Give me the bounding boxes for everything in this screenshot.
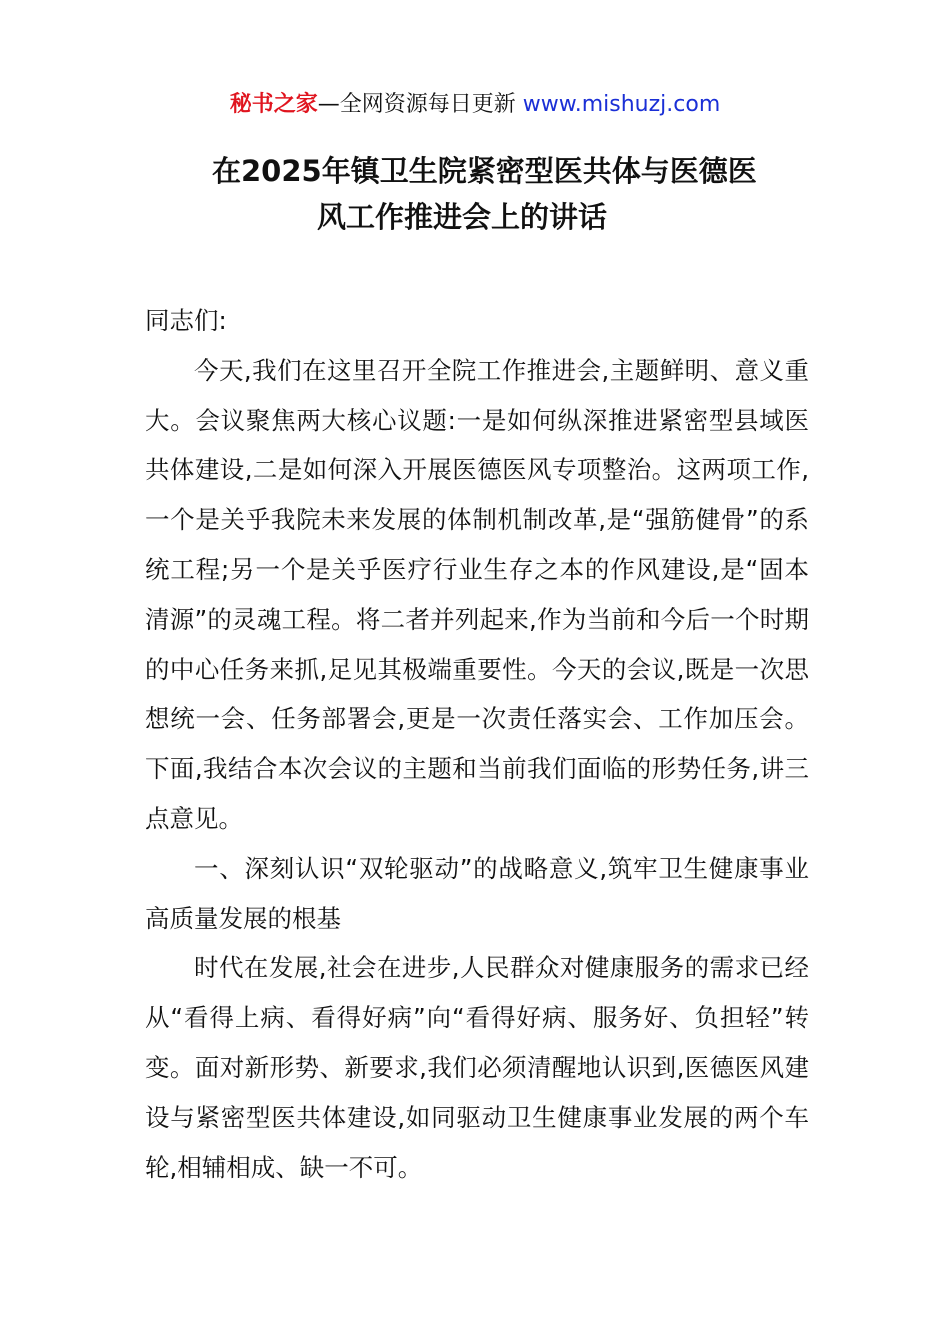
paragraph-section-1: 时代在发展,社会在进步,人民群众对健康服务的需求已经从“看得上病、看得好病”向“看得好病、服务好、负担轻”转变。面对新形势、新要求,我们必须清醒地认识到,医德医风建设与紧密型医共体建设,如同驱动卫生健康事业发展的两个车轮,相辅相成、缺一不可。 bbox=[145, 953, 809, 1182]
section-heading-1: 一、深刻认识“双轮驱动”的战略意义,筑牢卫生健康事业高质量发展的根基 bbox=[145, 853, 809, 933]
header-slogan: —全网资源每日更新 bbox=[317, 92, 523, 117]
title-line-2: 风工作推进会上的讲话 bbox=[317, 200, 608, 234]
title-line-1: 在2025年镇卫生院紧密型医共体与医德医 bbox=[212, 154, 757, 188]
document-title bbox=[212, 148, 812, 240]
paragraph-intro: 今天,我们在这里召开全院工作推进会,主题鲜明、意义重大。会议聚焦两大核心议题:一是如何纵深推进紧密型县域医共体建设,二是如何深入开展医德医风专项整治。这两项工作,一个是关乎我院未来发展的体制机制改革,是“强筋健骨”的系统工程;另一个是关乎医疗行业生存之本的作风建设,是“固本清源”的灵魂工程。将二者并列起来,作为当前和今后一个时期的中心任务来抓,足见其极端重要性。今天的会议,既是一次思想统一会、任务部署会,更是一次责任落实会、工作加压会。下面,我结合本次会议的主题和当前我们面临的形势任务,讲三点意见。 bbox=[145, 355, 809, 833]
salutation: 同志们: bbox=[145, 306, 227, 335]
site-header bbox=[0, 88, 950, 122]
document-body bbox=[145, 296, 809, 1192]
site-url-link[interactable]: www.mishuzj.com bbox=[522, 92, 721, 117]
brand-name: 秘书之家 bbox=[229, 92, 318, 117]
